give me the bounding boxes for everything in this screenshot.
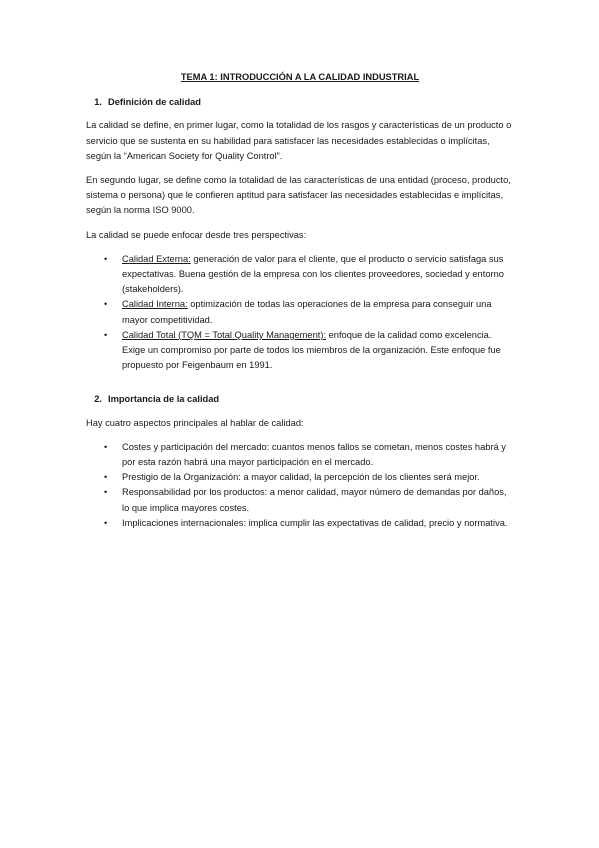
bullet-icon: •: [104, 253, 108, 264]
list-item-text: Costes y participación del mercado: cuantos menos fallos se cometan, menos costes habrá y por esta razón habrá una mayor participación en el mercado.: [122, 441, 506, 468]
aspects-list: [86, 440, 514, 531]
list-item-text: optimización de todas las operaciones de la empresa para conseguir una mayor competitividad.: [122, 299, 492, 325]
list-item: [86, 440, 514, 470]
paragraph-perspectives-intro: La calidad se puede enfocar desde tres perspectivas:: [86, 229, 307, 240]
term-calidad-interna: Calidad Interna:: [122, 299, 188, 310]
list-item-text: enfoque de la calidad como excelencia. Exige un compromiso por parte de todos los miembros de la organización. Este enfoque fue propuesto por Feigenbaum en 1991.: [122, 329, 501, 371]
term-calidad-total: Calidad Total (TQM = Total Quality Management):: [122, 329, 327, 340]
bullet-icon: •: [104, 299, 108, 310]
list-item: [86, 470, 514, 485]
list-item: [86, 328, 514, 374]
list-item: [86, 485, 514, 515]
bullet-icon: •: [104, 517, 108, 528]
section-heading-importancia: [86, 392, 514, 407]
bullet-icon: •: [104, 441, 108, 452]
document-title: TEMA 1: INTRODUCCIÓN A LA CALIDAD INDUSTRIAL: [180, 72, 420, 82]
section-spacer: [86, 382, 514, 392]
list-item: [86, 297, 514, 327]
list-item: [86, 516, 514, 531]
section-heading-text: Definición de calidad: [108, 97, 201, 108]
perspectives-list: [86, 252, 514, 374]
paragraph-definition-1: La calidad se define, en primer lugar, como la totalidad de los rasgos y características de un producto o servicio que se sustenta en su habilidad para satisfacer las necesidades establecidas o implícitas, según la “American Society for Quality Control”.: [86, 120, 512, 161]
section-number: 2.: [94, 394, 102, 405]
section-number: 1.: [94, 97, 102, 108]
list-item-text: generación de valor para el cliente, que el producto o servicio satisfaga sus expectativas. Buena gestión de la empresa con los clientes proveedores, sociedad y entorno (stakeholders).: [122, 253, 504, 295]
term-calidad-externa: Calidad Externa:: [122, 253, 191, 264]
bullet-icon: •: [104, 487, 108, 498]
list-item-text: Implicaciones internacionales: implica cumplir las expectativas de calidad, precio y normativa.: [122, 517, 508, 528]
document-body: [86, 70, 514, 540]
paragraph-aspects-intro: Hay cuatro aspectos principales al hablar de calidad:: [86, 417, 304, 428]
bullet-icon: •: [104, 472, 108, 483]
list-item: [86, 252, 514, 298]
section-heading-definicion: [86, 95, 514, 110]
list-item-text: Responsabilidad por los productos: a menor calidad, mayor número de demandas por daños, lo que implica mayores costes.: [122, 487, 507, 513]
section-heading-text: Importancia de la calidad: [108, 394, 220, 405]
paragraph-definition-2: En segundo lugar, se define como la totalidad de las características de una entidad (proceso, producto, sistema o persona) que le confieren aptitud para satisfacer las necesidades establecidas e implícitas, según la norma ISO 9000.: [86, 175, 511, 216]
list-item-text: Prestigio de la Organización: a mayor calidad, la percepción de los clientes será mejor.: [122, 472, 480, 483]
bullet-icon: •: [104, 329, 108, 340]
